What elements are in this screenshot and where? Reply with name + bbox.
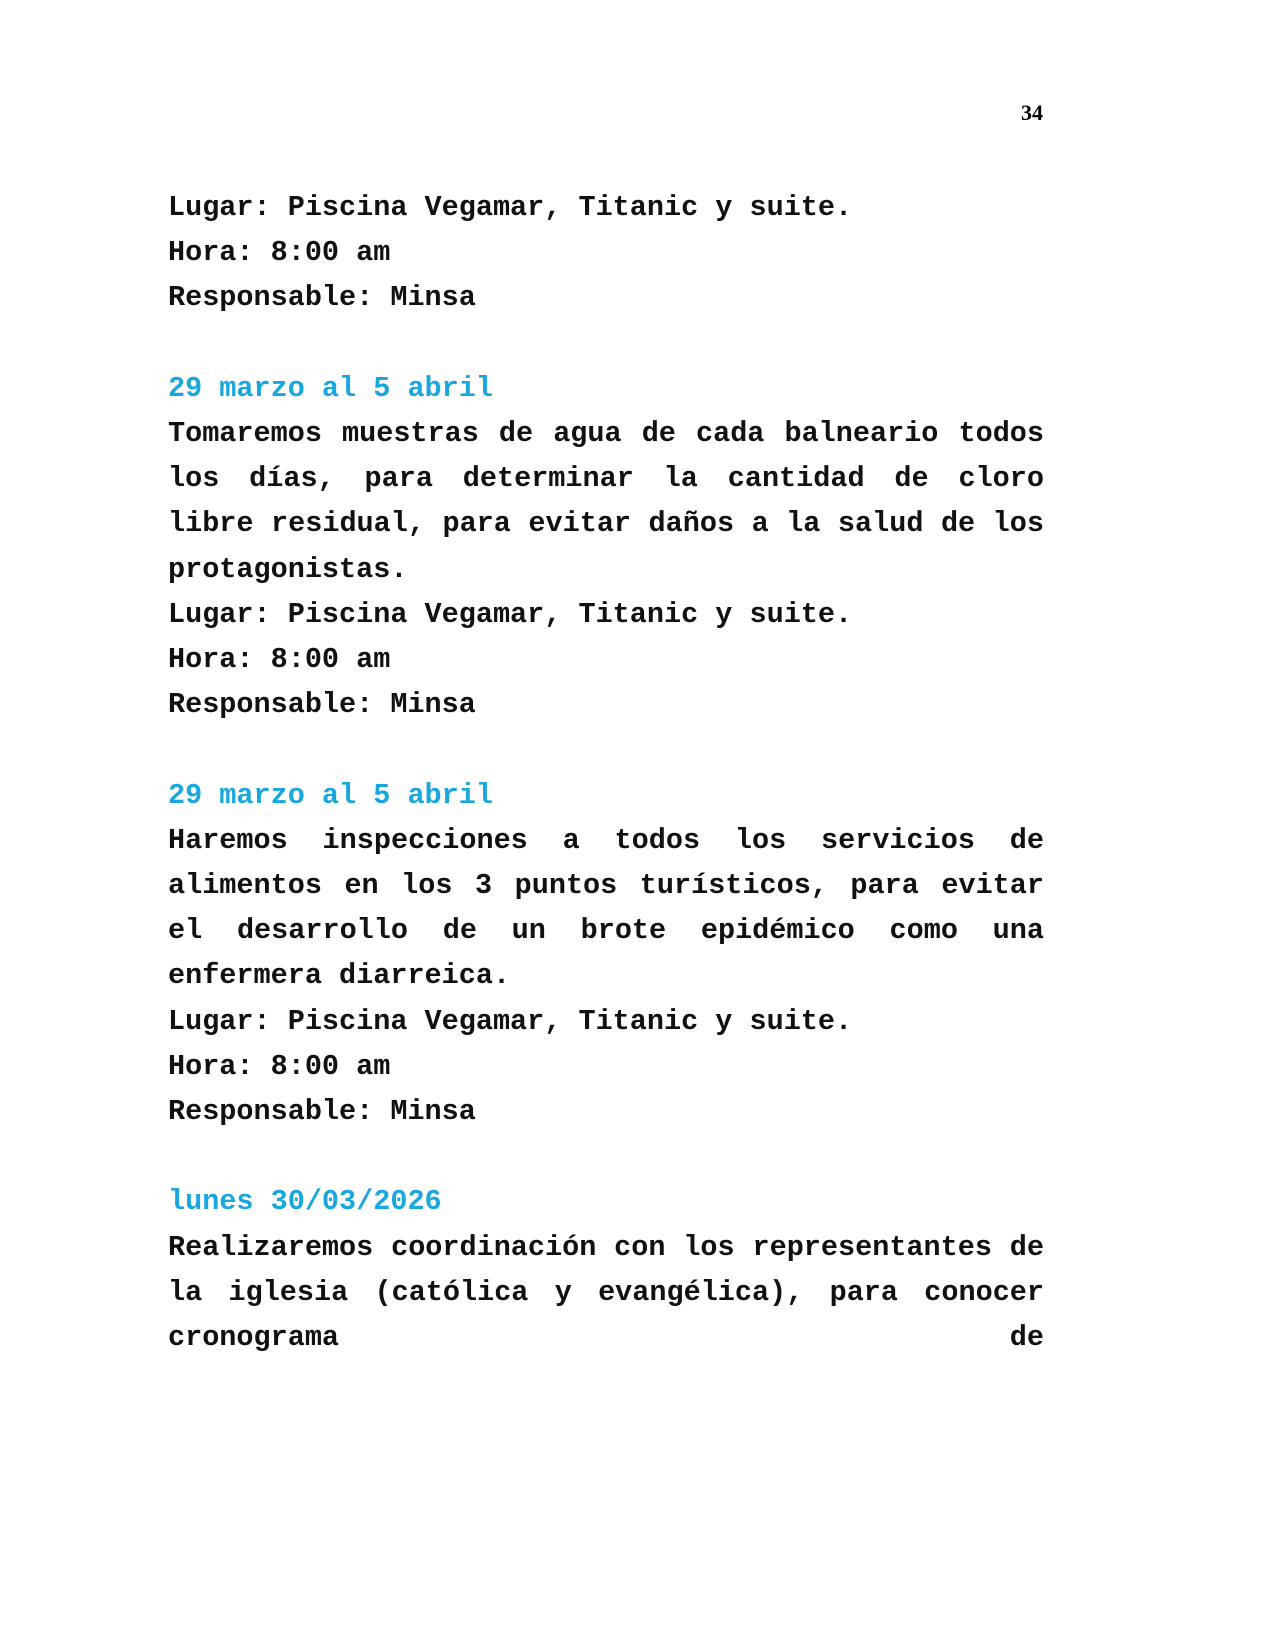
lugar-line: Lugar: Piscina Vegamar, Titanic y suite.: [168, 1004, 853, 1038]
section-body: Haremos inspecciones a todos los servicios de alimentos en los 3 puntos turísticos, para evitar el desarrollo de un brote epidémico como una enfermera diarreica.: [168, 823, 1044, 993]
responsable-line: Responsable: Minsa: [168, 281, 476, 315]
section-date-heading: 29 marzo al 5 abril: [168, 778, 493, 812]
document-body: [168, 185, 1044, 1360]
responsable-line: Responsable: Minsa: [168, 1095, 476, 1129]
hora-line: Hora: 8:00 am: [168, 643, 391, 677]
section-date-heading: lunes 30/03/2026: [168, 1185, 442, 1219]
responsable-line: Responsable: Minsa: [168, 688, 476, 722]
page-number: 34: [1021, 100, 1043, 125]
lugar-line: Lugar: Piscina Vegamar, Titanic y suite.: [168, 191, 853, 224]
lugar-line: Lugar: Piscina Vegamar, Titanic y suite.: [168, 597, 853, 631]
section-body: Tomaremos muestras de agua de cada balneario todos los días, para determinar la cantidad de cloro libre residual, para evitar daños a la salud de los protagonistas.: [168, 417, 1044, 586]
section-body: Realizaremos coordinación con los representantes de la iglesia (católica y evangélica), para conocer cronograma de: [168, 1230, 1044, 1355]
hora-line: Hora: 8:00 am: [168, 1049, 391, 1083]
section-date-heading: 29 marzo al 5 abril: [168, 371, 493, 405]
hora-line: Hora: 8:00 am: [168, 236, 391, 270]
